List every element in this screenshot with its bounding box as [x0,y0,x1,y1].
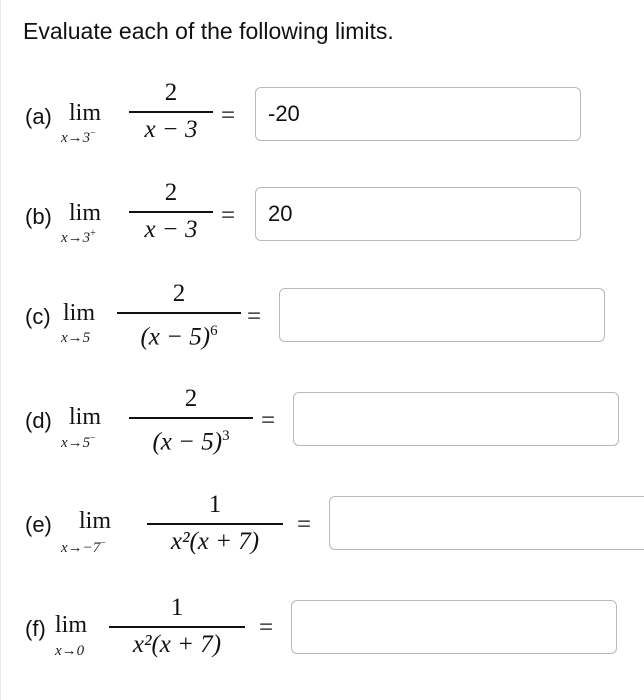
fraction-bar [129,211,213,213]
fraction-bar [129,111,213,113]
limit-subscript: x→3+ [61,228,96,246]
fraction-bar [117,312,241,314]
answer-input-d[interactable] [293,392,619,446]
instructions-text: Evaluate each of the following limits. [23,18,394,44]
numerator: 1 [208,491,222,518]
numerator: 2 [164,179,178,206]
equals-sign: = [221,102,236,129]
equals-sign: = [221,202,236,229]
numerator: 2 [184,385,198,412]
lim-text: lim [69,200,102,226]
denominator: x − 3 [144,115,198,143]
problem-label: (e) [25,512,52,537]
limit-subscript: x→−7− [61,538,106,556]
lim-text: lim [69,404,102,430]
limit-subscript: x→3− [61,128,96,146]
fraction [147,490,283,557]
lim-text: lim [55,612,88,638]
answer-input-f[interactable] [291,600,617,654]
fraction [129,78,213,145]
problem-label: (f) [25,616,46,641]
limit-subscript: x→5 [61,330,91,346]
lim-text: lim [63,300,96,326]
numerator: 2 [164,79,178,106]
denominator: x²(x + 7) [132,630,222,658]
fraction [129,178,213,245]
equals-sign: = [247,303,262,330]
answer-input-a[interactable] [255,87,581,141]
equals-sign: = [259,614,274,641]
fraction [109,593,245,660]
denominator: x − 3 [144,215,198,243]
fraction [129,384,253,457]
lim-text: lim [79,508,112,534]
denominator: $(x - 5)^6$ [140,322,218,350]
fraction-bar [129,417,253,419]
fraction-bar [109,626,245,628]
equals-sign: = [297,511,312,538]
limit-subscript: x→0 [55,643,85,659]
numerator: 2 [172,280,186,307]
denominator: x²(x + 7) [170,527,260,555]
problem-label: (d) [25,408,52,433]
fraction-bar [147,523,283,525]
answer-input-c[interactable] [279,288,605,342]
lim-text: lim [69,100,102,126]
denominator: $(x - 5)^3$ [152,427,230,455]
equals-sign: = [261,407,276,434]
limit-subscript: x→5− [61,433,96,451]
fraction [117,279,241,352]
problem-label: (b) [25,204,52,229]
problem-label: (c) [25,304,51,329]
problem-label: (a) [25,104,52,129]
answer-input-b[interactable] [255,187,581,241]
answer-input-e[interactable] [329,496,644,550]
numerator: 1 [170,594,184,621]
